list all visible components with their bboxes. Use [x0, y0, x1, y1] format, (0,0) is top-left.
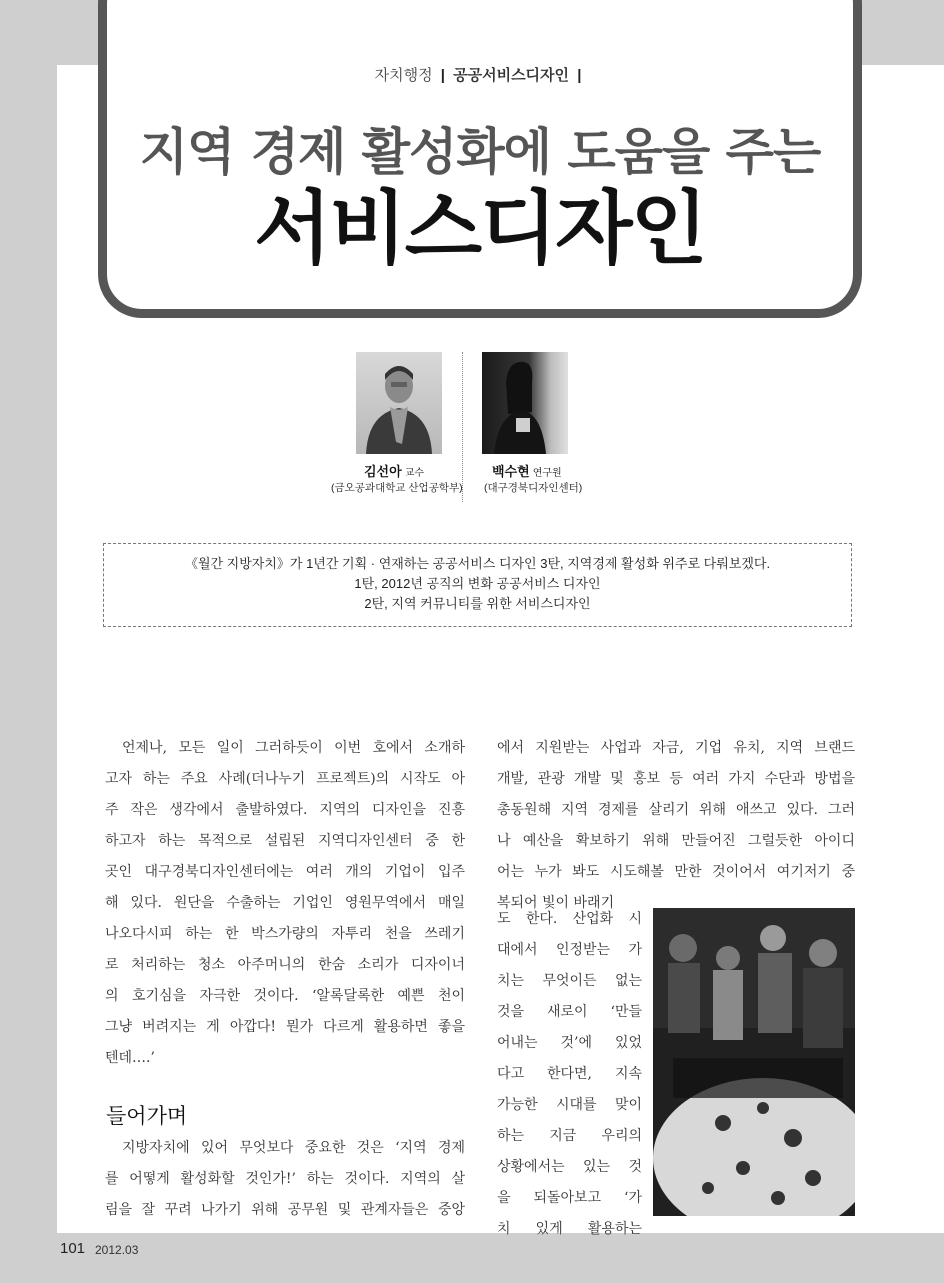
page-margin-bottom: [0, 1233, 944, 1283]
body-line: 그냥 버려지는 게 아깝다! 뭔가 다르게 활용하면 좋을: [105, 1019, 465, 1035]
body-line: 해 있다. 원단을 수출하는 기업인 영원무역에서 매일: [105, 895, 465, 911]
body-line: 의 호기심을 자극한 것이다. ‘알록달록한 예쁜 천이: [105, 988, 465, 1004]
author-photo-baek: [482, 352, 568, 454]
author-photo-kim: [356, 352, 442, 454]
body-line: 다고 한다면, 지속: [497, 1066, 642, 1082]
body-column-2: [497, 733, 855, 919]
article-title-line1: 지역 경제 활성화에 도움을 주는: [139, 123, 821, 181]
author-affiliation-kim: (금오공과대학교 산업공학부): [331, 482, 463, 494]
intro-line: 2탄, 지역 커뮤니티를 위한 서비스디자인: [364, 596, 591, 611]
category-label: 자치행정: [374, 67, 433, 84]
separator: |: [577, 67, 582, 84]
body-line: 나오다시피 하는 한 박스가량의 자투리 천을 쓰레기: [105, 926, 465, 942]
body-line: 도 한다. 산업화 시: [497, 911, 642, 927]
body-line: 언제나, 모든 일이 그러하듯이 이번 호에서 소개하: [122, 740, 465, 756]
body-line: 개발, 관광 개발 및 홍보 등 여러 가지 수단과 방법을: [497, 771, 855, 787]
section-header: [107, 64, 853, 85]
event-photo: [653, 908, 855, 1216]
body-line: 상황에서는 있는 것: [497, 1159, 642, 1175]
author-name-baek: 백수현 연구원: [492, 464, 562, 479]
article-title-line2: 서비스디자인: [254, 182, 706, 275]
separator: |: [440, 67, 445, 84]
body-line: 어는 누가 봐도 시도해볼 만한 것이어서 여기저기 중: [497, 864, 855, 880]
body-line: 총동원해 지역 경제를 살리기 위해 애쓰고 있다. 그러: [497, 802, 855, 818]
body-column-1: [105, 733, 465, 1074]
body-line: 복되어 빛이 바래기: [497, 895, 615, 911]
intro-line: 1탄, 2012년 공직의 변화 공공서비스 디자인: [354, 576, 601, 591]
body-line: 주 작은 생각에서 출발하였다. 지역의 디자인을 진흥: [105, 802, 465, 818]
body-line: 하고자 하는 목적으로 설립된 지역디자인센터 중 한: [105, 833, 465, 849]
body-column-2-wrap: [497, 904, 642, 1245]
body-line: 치는 무엇이든 없는: [497, 973, 642, 989]
body-line: 하는 지금 우리의: [497, 1128, 642, 1144]
body-line: 곳인 대구경북디자인센터에는 여러 개의 기업이 입주: [105, 864, 465, 880]
body-line: 대에서 인정받는 가: [497, 942, 642, 958]
author-affiliation-baek: (대구경북디자인센터): [484, 482, 583, 494]
body-line: 어내는 것’에 있었: [497, 1035, 642, 1051]
body-line: 텐데….’: [105, 1050, 155, 1066]
issue-date: 2012.03: [95, 1243, 139, 1257]
body-line: 가능한 시대를 맞이: [497, 1097, 642, 1113]
body-line: 을 되돌아보고 ‘가: [497, 1190, 642, 1206]
body-line: 고자 하는 주요 사례(더나누기 프로젝트)의 시작도 아: [105, 771, 465, 787]
title-box: [98, 0, 862, 318]
section-heading: 들어가며: [106, 1104, 188, 1128]
body-line: 것을 새로이 ‘만들: [497, 1004, 642, 1020]
author-name-kim: 김선아 교수: [364, 464, 425, 479]
body-line: 에서 지원받는 사업과 자금, 기업 유치, 지역 브랜드: [497, 740, 855, 756]
series-intro-box: [103, 543, 852, 627]
intro-line: 《월간 지방자치》가 1년간 기획 · 연재하는 공공서비스 디자인 3탄, 지역경제 활성화 위주로 다뤄보겠다.: [184, 556, 771, 571]
body-line: 림을 잘 꾸려 나가기 위해 공무원 및 관계자들은 중앙: [105, 1202, 465, 1218]
page-margin-left: [0, 0, 57, 1283]
body-line: 로 처리하는 청소 아주머니의 한숨 소리가 디자이너: [105, 957, 465, 973]
series-label: 공공서비스디자인: [453, 67, 570, 84]
page-number: 101: [60, 1240, 86, 1257]
body-line: 나 예산을 확보하기 위해 만들어진 그럴듯한 아이디: [497, 833, 855, 849]
body-column-1b: [105, 1133, 465, 1226]
body-line: 지방자치에 있어 무엇보다 중요한 것은 ‘지역 경제: [122, 1140, 465, 1156]
body-line: 치 있게 활용하는: [497, 1221, 642, 1237]
body-line: 를 어떻게 활성화할 것인가!’ 하는 것이다. 지역의 살: [105, 1171, 465, 1187]
